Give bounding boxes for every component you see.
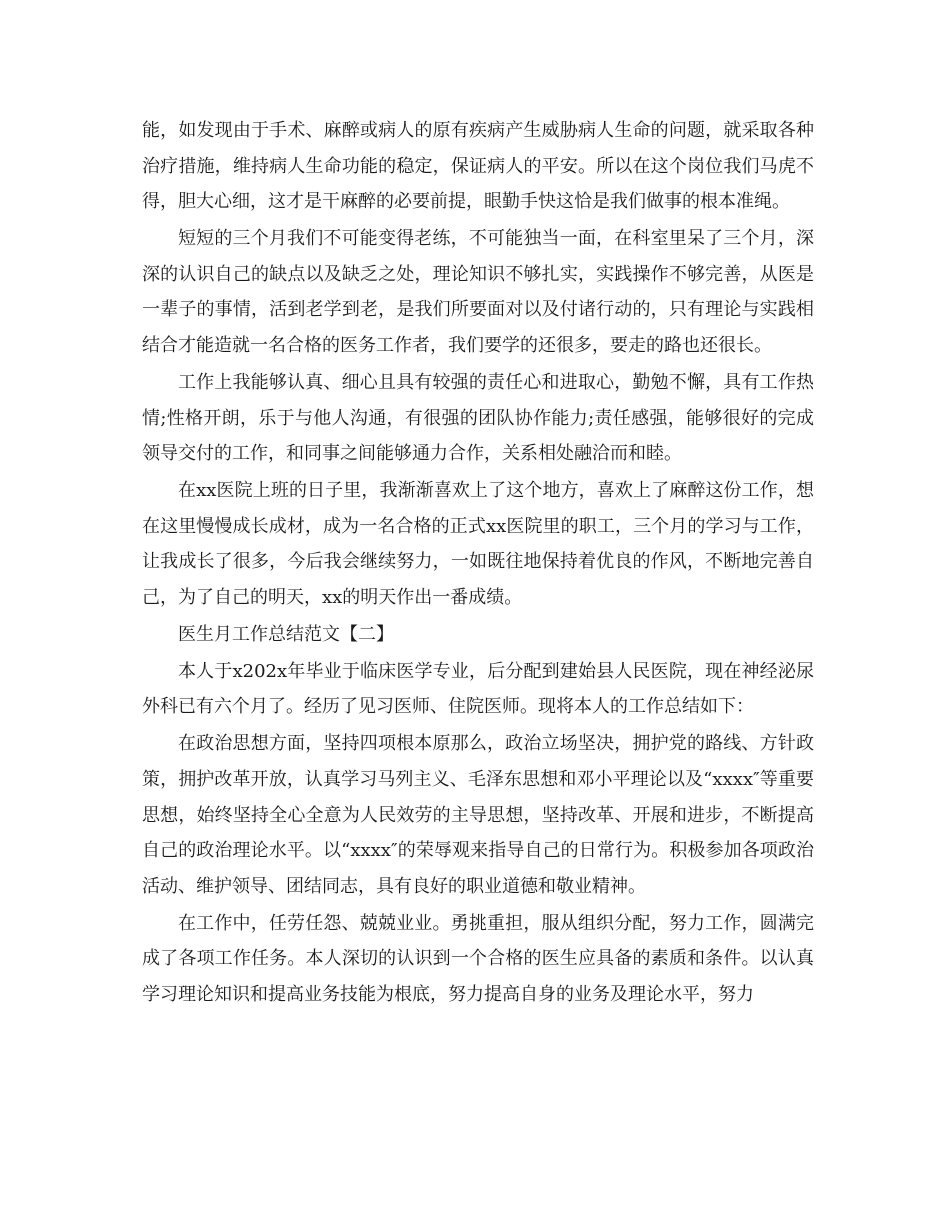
paragraph-6: 在政治思想方面，坚持四项根本原那么，政治立场坚决，拥护党的路线、方针政策，拥护改革开放，认真学习马列主义、毛泽东思想和邓小平理论以及“xxxx″等重要思想，始终坚持全心全意为人民效劳的主导思想，坚持改革、开展和进步，不断提高自己的政治理论水平。以“xxxx″的荣辱观来指导自己的日常行为。积极参加各项政治活动、维护领导、团结同志，具有良好的职业道德和敬业精神。 [142, 733, 814, 897]
paragraph-2: 短短的三个月我们不可能变得老练，不可能独当一面，在科室里呆了三个月，深深的认识自己的缺点以及缺乏之处，理论知识不够扎实，实践操作不够完善，从医是一辈子的事情，活到老学到老，是我们所要面对以及付诸行动的，只有理论与实践相结合才能造就一名合格的医务工作者，我们要学的还很多，要走的路也还很长。 [142, 228, 814, 356]
section-heading: 医生月工作总结范文【二】 [178, 623, 394, 645]
paragraph-1: 能，如发现由于手术、麻醉或病人的原有疾病产生威胁病人生命的问题，就采取各种治疗措施，维持病人生命功能的稳定，保证病人的平安。所以在这个岗位我们马虎不得，胆大心细，这才是干麻醉的必要前提，眼勤手快这恰是我们做事的根本准绳。 [142, 120, 814, 213]
document-page [142, 113, 814, 1014]
paragraph-4: 在xx医院上班的日子里，我渐渐喜欢上了这个地方，喜欢上了麻醉这份工作，想在这里慢慢成长成材，成为一名合格的正式xx医院里的职工，三个月的学习与工作，让我成长了很多，今后我会继续努力，一如既往地保持着优良的作风，不断地完善自己，为了自己的明天，xx的明天作出一番成绩。 [142, 480, 814, 608]
paragraph-7: 在工作中，任劳任怨、兢兢业业。勇挑重担，服从组织分配，努力工作，圆满完成了各项工作任务。本人深切的认识到一个合格的医生应具备的素质和条件。以认真学习理论知识和提高业务技能为根底，努力提高自身的业务及理论水平，努力 [142, 912, 814, 1005]
paragraph-5: 本人于x202x年毕业于临床医学专业，后分配到建始县人民医院，现在神经泌尿外科已有六个月了。经历了见习医师、住院医师。现将本人的工作总结如下： [142, 660, 814, 718]
paragraph-3: 工作上我能够认真、细心且具有较强的责任心和进取心，勤勉不懈，具有工作热情;性格开朗，乐于与他人沟通，有很强的团队协作能力;责任感强，能够很好的完成领导交付的工作，和同事之间能够通力合作，关系相处融洽而和睦。 [142, 371, 814, 465]
